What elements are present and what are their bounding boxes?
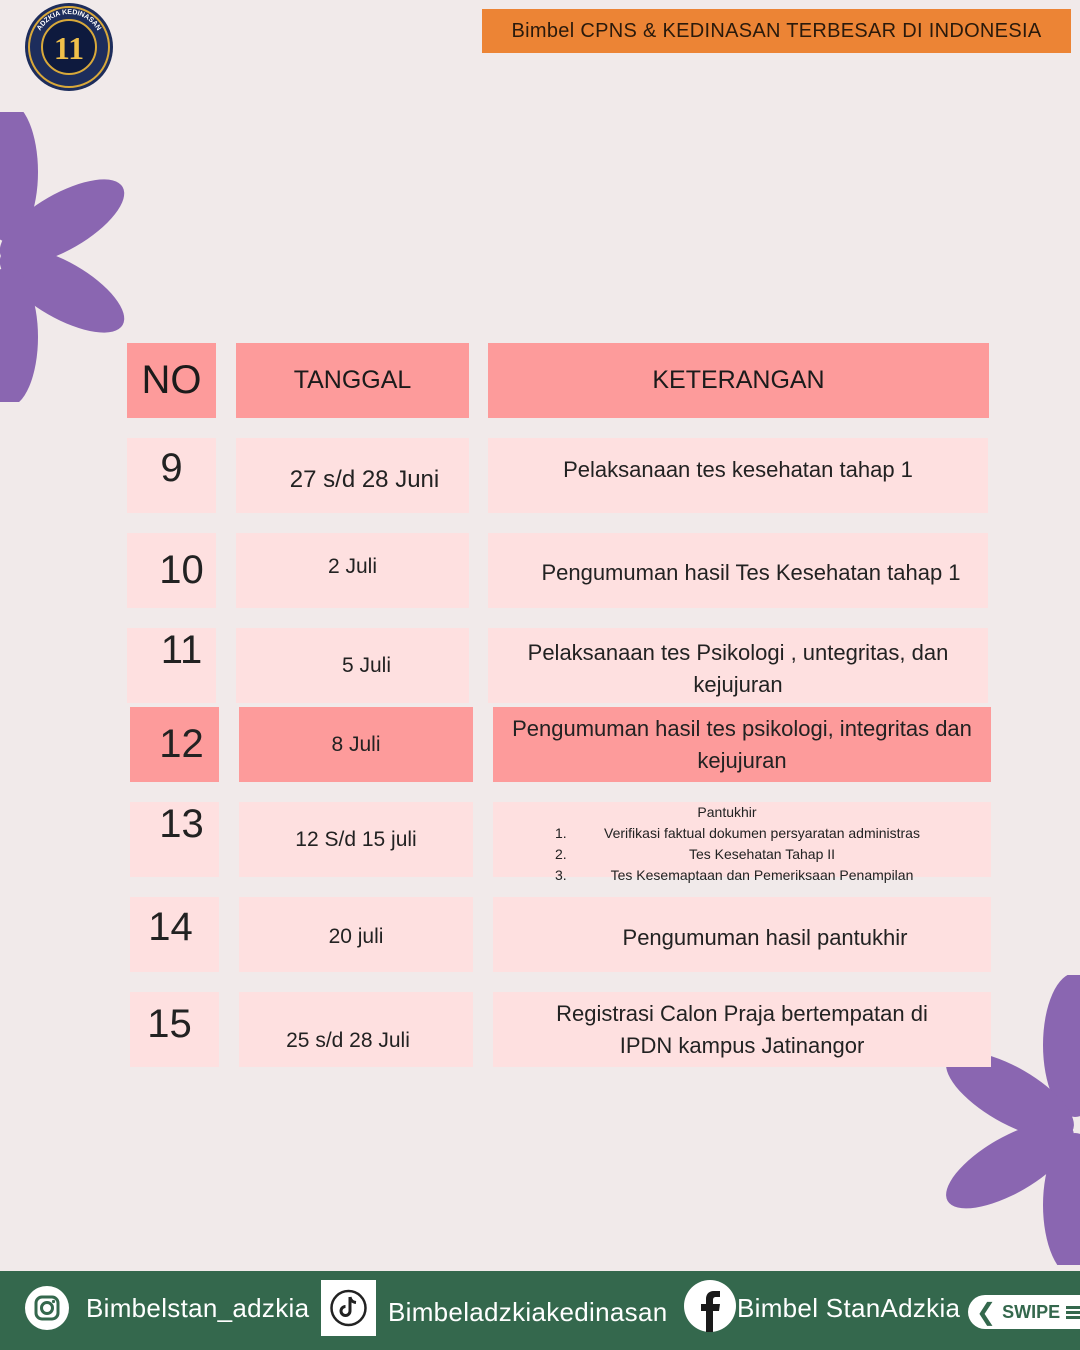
swipe-label: SWIPE: [1002, 1301, 1061, 1322]
row-tanggal: 8 Juli: [239, 707, 473, 782]
swipe-button[interactable]: [968, 1295, 1080, 1329]
row-no: 11: [127, 628, 216, 703]
row-keterangan: Pengumuman hasil Tes Kesehatan tahap 1: [488, 533, 988, 608]
note-item: 2. Tes Kesehatan Tahap II: [555, 846, 836, 862]
row-no: 14: [130, 897, 219, 972]
row-keterangan: Pengumuman hasil tes psikologi, integritas dan kejujuran: [493, 707, 991, 782]
row-no: 12: [130, 707, 219, 782]
row-keterangan: Pelaksanaan tes kesehatan tahap 1: [488, 438, 988, 513]
note-item: 3. Tes Kesemaptaan dan Pemeriksaan Penampilan: [555, 867, 914, 883]
header-no: NO: [127, 343, 216, 418]
row-tanggal: 20 juli: [239, 897, 473, 972]
row-tanggal: 5 Juli: [236, 628, 469, 703]
tiktok-icon[interactable]: [321, 1280, 376, 1336]
instagram-icon[interactable]: [24, 1285, 70, 1331]
row-keterangan: Pelaksanaan tes Psikologi , untegritas, dan kejujuran: [488, 628, 988, 703]
top-banner: Bimbel CPNS & KEDINASAN TERBESAR DI INDONESIA: [482, 9, 1071, 53]
adzkia-logo: [24, 2, 114, 92]
footer-bar: [0, 1271, 1080, 1350]
instagram-handle[interactable]: Bimbelstan_adzkia: [86, 1293, 310, 1323]
row-no: 15: [130, 992, 219, 1067]
row-tanggal: 25 s/d 28 Juli: [239, 992, 473, 1067]
note-title: Pantukhir: [697, 804, 757, 820]
row-tanggal: 2 Juli: [236, 533, 469, 608]
header-keterangan: KETERANGAN: [488, 343, 989, 418]
header-tanggal: TANGGAL: [236, 343, 469, 418]
note-item: 1. Verifikasi faktual dokumen persyaratan administras: [555, 825, 920, 841]
logo-number: 11: [53, 30, 85, 66]
row-no: 10: [127, 533, 216, 608]
row-keterangan-list: [493, 802, 991, 883]
row-tanggal: 12 S/d 15 juli: [239, 802, 473, 877]
flower-left-decoration: [0, 112, 130, 402]
facebook-icon[interactable]: [684, 1280, 736, 1332]
row-keterangan: Pengumuman hasil pantukhir: [493, 897, 991, 972]
row-tanggal: 27 s/d 28 Juni: [236, 438, 469, 513]
logo-ring-text: ADZKIA KEDINASAN: [35, 8, 103, 32]
row-no: 13: [130, 802, 219, 877]
row-keterangan: Registrasi Calon Praja bertempatan di IPDN kampus Jatinangor: [493, 992, 991, 1067]
tiktok-handle[interactable]: Bimbeladzkiakedinasan: [388, 1297, 668, 1327]
row-no: 9: [127, 438, 216, 513]
chevron-left-icon: ❮: [976, 1298, 997, 1326]
facebook-handle[interactable]: Bimbel StanAdzkia: [737, 1293, 961, 1323]
menu-lines-icon: [1066, 1304, 1080, 1321]
